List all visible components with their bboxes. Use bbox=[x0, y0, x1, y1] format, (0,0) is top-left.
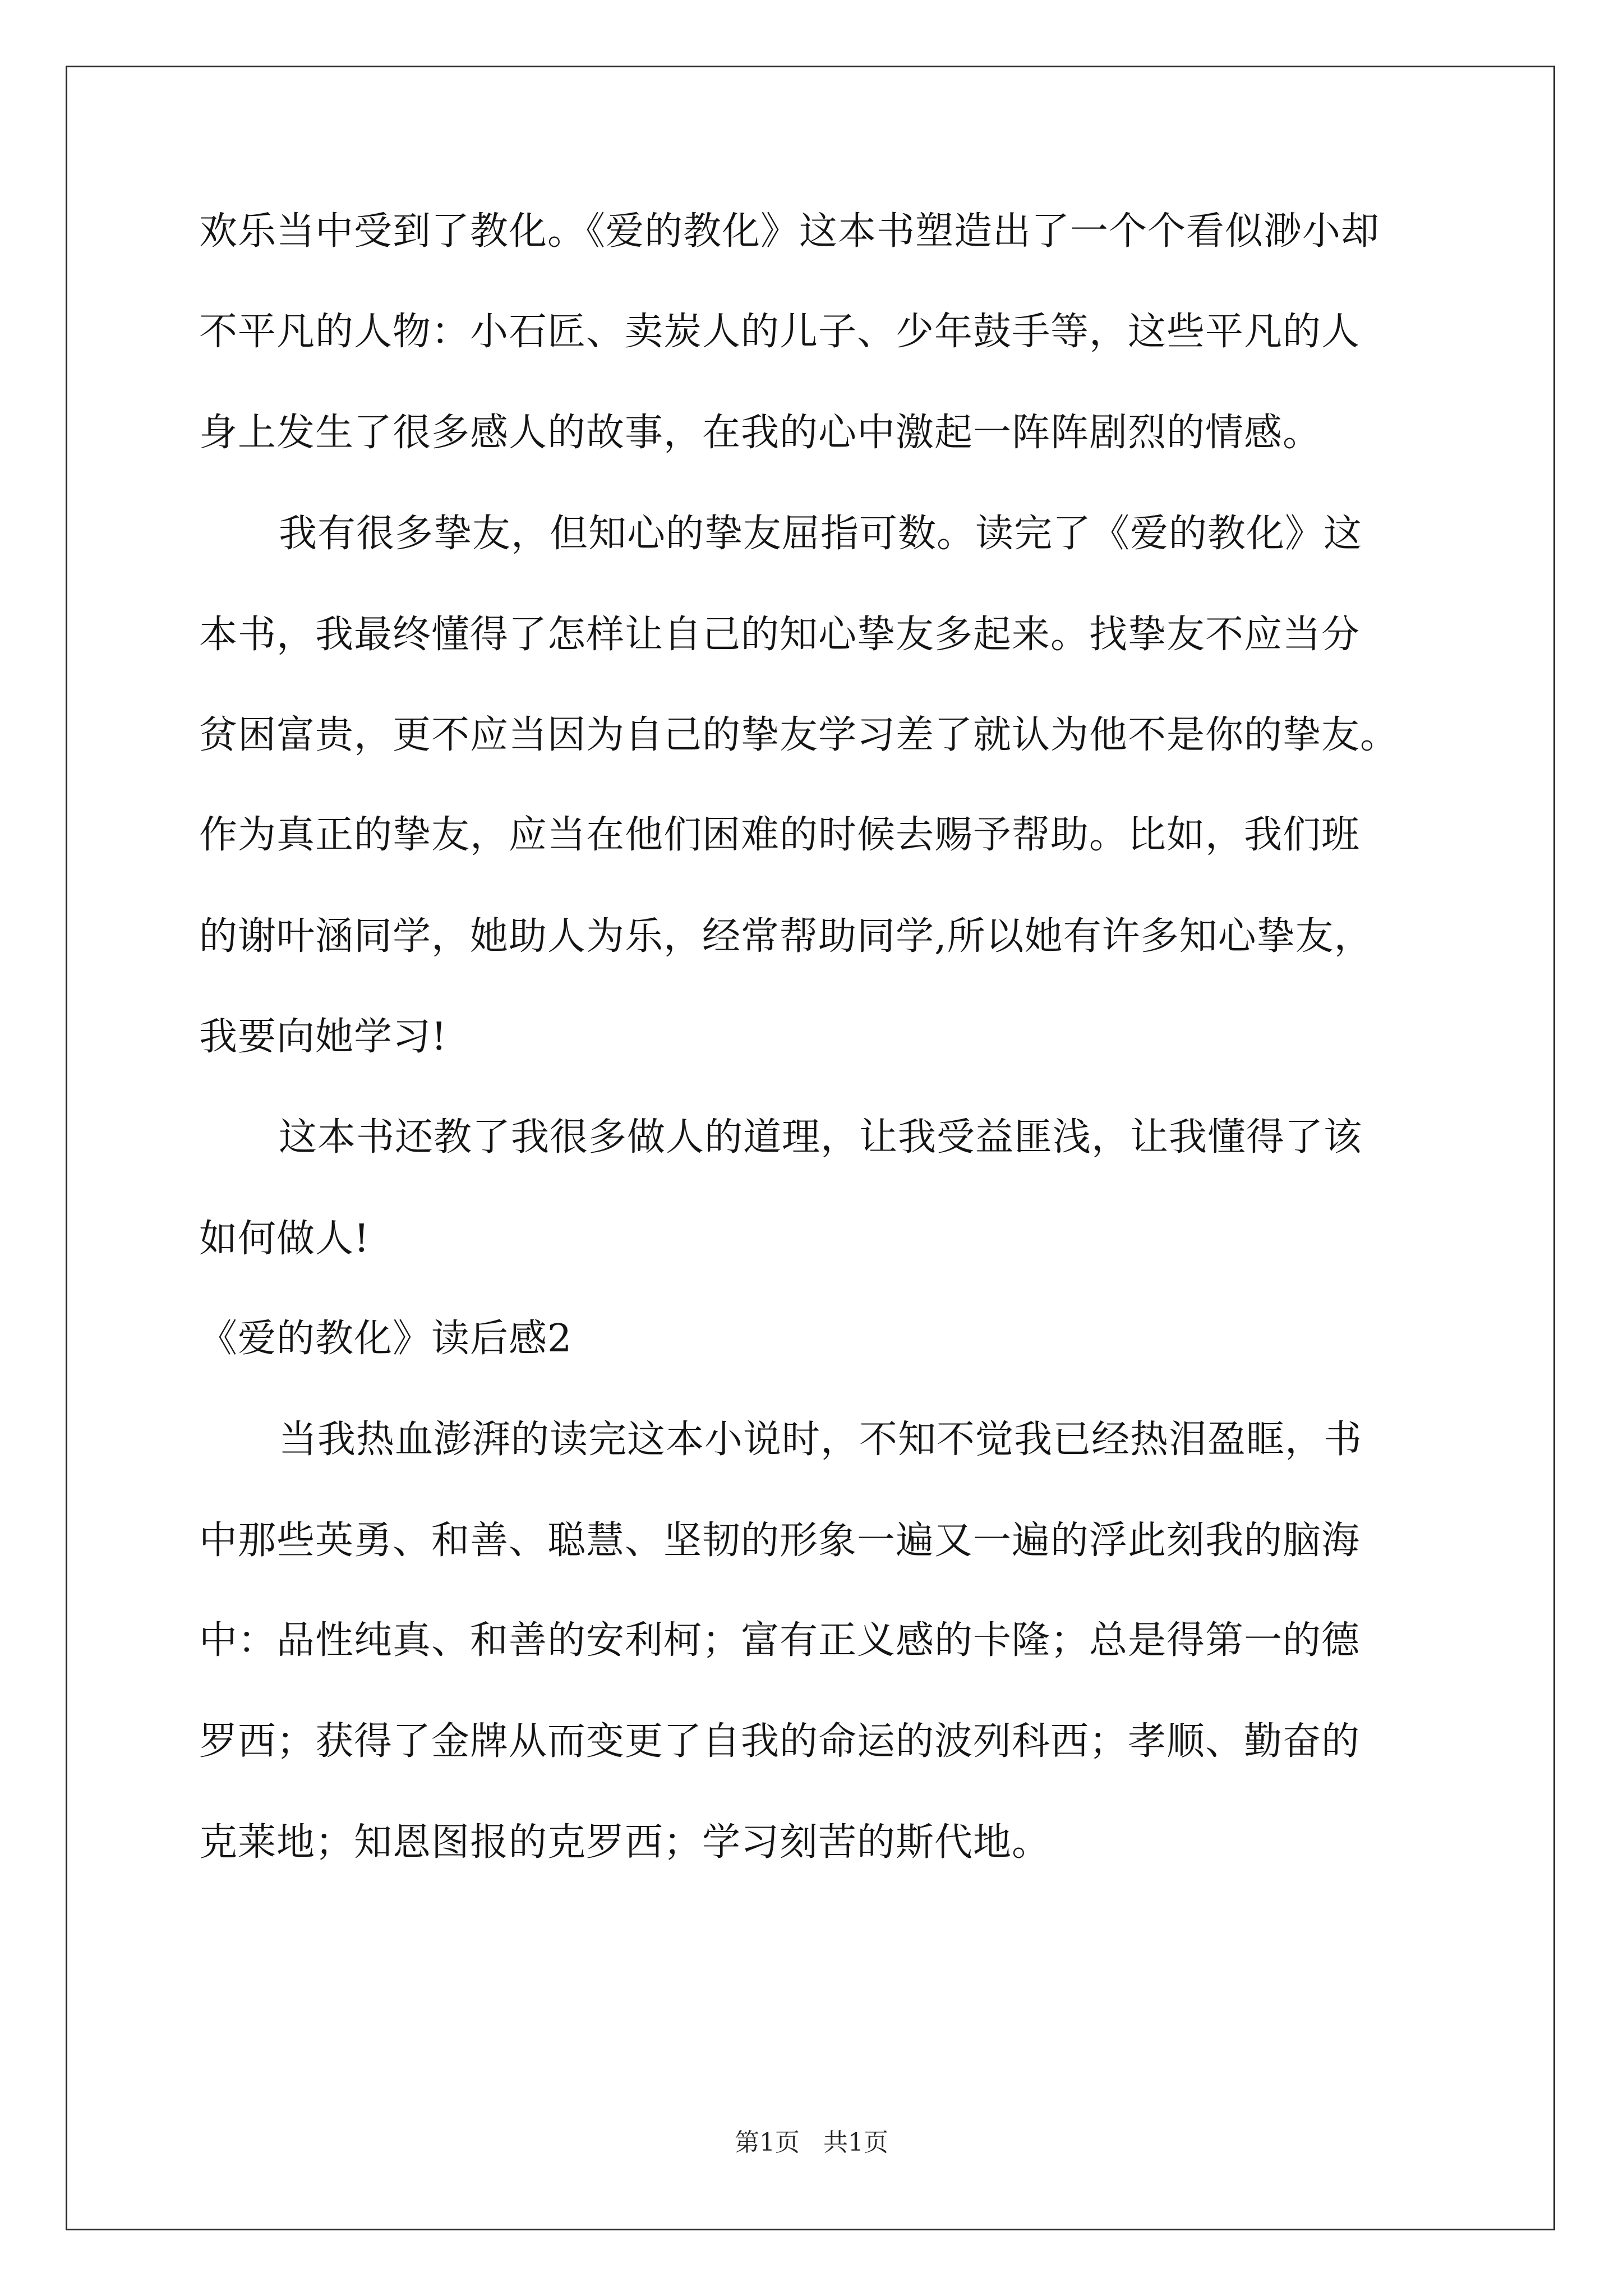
text-line: 欢乐当中受到了教化。《爱的教化》这本书塑造出了一个个看似渺小却 bbox=[199, 209, 1380, 254]
text-line: 我有很多挚友，但知心的挚友屈指可数。读完了《爱的教化》这 bbox=[279, 512, 1363, 556]
text-line: 克莱地；知恩图报的克罗西；学习刻苦的斯代地。 bbox=[199, 1820, 1051, 1865]
text-line: 本书，我最终懂得了怎样让自己的知心挚友多起来。找挚友不应当分 bbox=[199, 613, 1361, 657]
text-line: 中那些英勇、和善、聪慧、坚韧的形象一遍又一遍的浮此刻我的脑海 bbox=[199, 1519, 1361, 1563]
text-line: 不平凡的人物：小石匠、卖炭人的儿子、少年鼓手等，这些平凡的人 bbox=[199, 310, 1361, 354]
section-heading: 《爱的教化》读后感2 bbox=[199, 1317, 573, 1361]
text-line: 罗西；获得了金牌从而变更了自我的命运的波列科西；孝顺、勤奋的 bbox=[199, 1719, 1361, 1764]
text-line: 贫困富贵，更不应当因为自己的挚友学习差了就认为他不是你的挚友。 bbox=[199, 713, 1399, 757]
page-number: 第1页 bbox=[735, 2128, 800, 2157]
text-line: 中：品性纯真、和善的安利柯；富有正义感的卡隆；总是得第一的德 bbox=[199, 1618, 1361, 1663]
page-footer bbox=[0, 2126, 1623, 2160]
total-pages: 共1页 bbox=[823, 2128, 888, 2157]
text-line: 如何做人! bbox=[199, 1217, 370, 1261]
text-line: 当我热血澎湃的读完这本小说时，不知不觉我已经热泪盈眶，书 bbox=[279, 1418, 1363, 1462]
text-line: 这本书还教了我很多做人的道理，让我受益匪浅，让我懂得了该 bbox=[279, 1115, 1363, 1159]
text-line: 作为真正的挚友，应当在他们困难的时候去赐予帮助。比如，我们班 bbox=[199, 813, 1361, 857]
text-line: 我要向她学习! bbox=[199, 1015, 448, 1059]
text-line: 身上发生了很多感人的故事，在我的心中激起一阵阵剧烈的情感。 bbox=[199, 411, 1322, 455]
text-line: 的谢叶涵同学，她助人为乐，经常帮助同学,所以她有许多知心挚友， bbox=[199, 914, 1373, 959]
